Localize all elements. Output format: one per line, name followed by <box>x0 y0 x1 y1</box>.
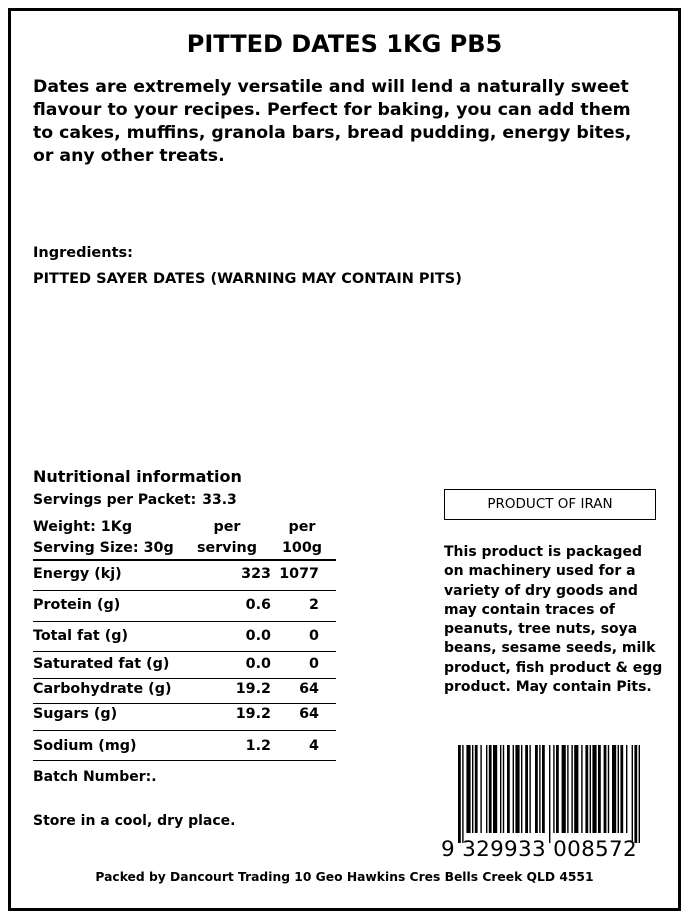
barcode-bar <box>513 745 514 833</box>
allergen-statement: This product is packaged on machinery used for a variety of dry goods and may contain traces of peanuts, tree nuts, soya beans, sesame seeds, milk product, fish product & egg product. May contain Pits. <box>444 544 663 696</box>
barcode-icon <box>458 745 640 843</box>
barcode-bar <box>562 745 566 833</box>
barcode-bar <box>567 745 568 833</box>
barcode-bar <box>507 745 510 833</box>
nutrition-table-header <box>33 514 336 561</box>
barcode-bar <box>542 745 545 833</box>
barcode-bar <box>462 745 463 843</box>
country-of-origin: PRODUCT OF IRAN <box>444 489 656 520</box>
barcode-bar <box>639 745 640 843</box>
barcode-bar <box>535 745 538 833</box>
barcode-bar <box>604 745 607 833</box>
weight-label: Weight: 1Kg <box>33 519 133 535</box>
storage-instructions: Store in a cool, dry place. <box>33 813 236 829</box>
per-100g-header: per 100g <box>281 519 323 556</box>
barcode-bar <box>571 745 572 833</box>
table-row: Saturated fat (g) 0.0 0 <box>33 652 336 679</box>
barcode-digits: 9 329933 008572 <box>441 837 637 862</box>
servings-label: Servings per Packet: <box>33 492 197 508</box>
table-row: Protein (g) 0.6 2 <box>33 591 336 622</box>
barcode-bar <box>618 745 619 833</box>
product-title: PITTED DATES 1KG PB5 <box>186 30 503 58</box>
barcode-bar <box>515 745 519 833</box>
ingredients-heading: Ingredients: <box>33 245 133 261</box>
barcode-bar <box>525 745 528 833</box>
barcode-bar <box>500 745 501 833</box>
barcode-bar <box>521 745 522 833</box>
barcode-bar <box>475 745 478 833</box>
barcode-bar <box>472 745 473 833</box>
servings-per-packet <box>33 492 237 508</box>
nutrition-table <box>33 514 336 761</box>
table-row: Sugars (g) 19.2 64 <box>33 704 336 731</box>
barcode-bar <box>612 745 616 833</box>
batch-number: Batch Number:. <box>33 769 157 785</box>
barcode-bar <box>626 745 627 833</box>
barcode-bar <box>590 745 591 833</box>
barcode-bar <box>556 745 559 833</box>
barcode-bar <box>493 745 497 833</box>
table-row: Energy (kj) 323 1077 <box>33 561 336 591</box>
barcode-bar <box>585 745 588 833</box>
table-row: Sodium (mg) 1.2 4 <box>33 731 336 761</box>
nutrition-heading: Nutritional information <box>33 467 242 486</box>
barcode-bar <box>489 745 492 833</box>
barcode-bar <box>466 745 470 833</box>
barcode-bar <box>592 745 596 833</box>
barcode-bar <box>486 745 487 833</box>
product-description: Dates are extremely versatile and will lend a naturally sweet flavour to your recipes. Perfect for baking, you can add them to cakes, muffins, granola bars, bread pudding, energy bites, or any other treats. <box>33 77 632 166</box>
barcode-bar <box>503 745 504 833</box>
per-serving-header: per serving <box>197 519 257 556</box>
barcode-bar <box>598 745 601 833</box>
ingredients-text: PITTED SAYER DATES (WARNING MAY CONTAIN PITS) <box>33 271 462 287</box>
barcode-bar <box>458 745 461 843</box>
barcode-bar <box>549 745 550 843</box>
barcode-bar <box>480 745 481 833</box>
barcode-bar <box>539 745 540 833</box>
table-row: Carbohydrate (g) 19.2 64 <box>33 679 336 704</box>
barcode-bar <box>529 745 530 833</box>
barcode-bar <box>620 745 623 833</box>
barcode-bar <box>632 745 633 843</box>
barcode-bar <box>634 745 637 843</box>
packer-address: Packed by Dancourt Trading 10 Geo Hawkins Cres Bells Creek QLD 4551 <box>95 870 594 884</box>
table-row: Total fat (g) 0.0 0 <box>33 622 336 652</box>
barcode-bar <box>574 745 578 833</box>
serving-size-label: Serving Size: 30g <box>33 540 174 556</box>
servings-value: 33.3 <box>202 492 237 508</box>
barcode-bar <box>553 745 554 833</box>
barcode-bar <box>581 745 582 833</box>
barcode-bar <box>608 745 609 833</box>
